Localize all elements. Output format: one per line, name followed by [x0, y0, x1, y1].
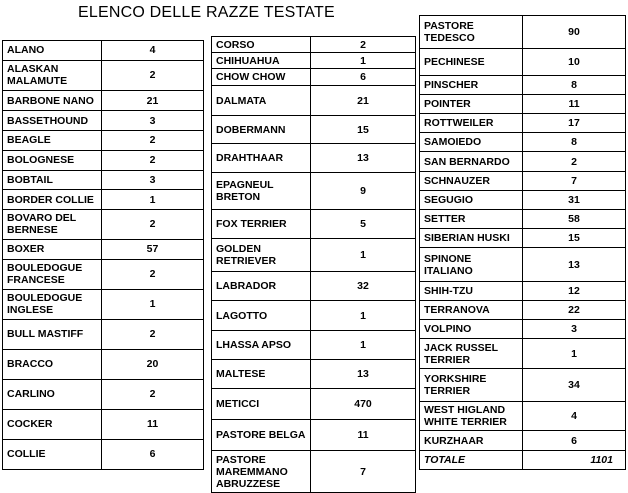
page-title: ELENCO DELLE RAZZE TESTATE	[78, 4, 335, 21]
breed-name: SAMOIEDO	[420, 133, 523, 152]
table-row	[3, 259, 204, 289]
breed-name: METICCI	[212, 389, 311, 420]
total-row	[420, 450, 626, 469]
breed-count: 4	[523, 402, 626, 431]
breed-count: 34	[523, 368, 626, 401]
table-row	[212, 360, 416, 389]
table-row	[3, 190, 204, 210]
breed-count: 8	[523, 75, 626, 94]
table-row	[420, 49, 626, 75]
breed-count: 1	[311, 301, 416, 331]
table-row	[420, 133, 626, 152]
table-row	[3, 60, 204, 90]
table-row	[3, 239, 204, 259]
breed-name: ROTTWEILER	[420, 114, 523, 133]
breed-count: 12	[523, 281, 626, 300]
breed-name: SAN BERNARDO	[420, 152, 523, 171]
breed-count: 2	[102, 319, 204, 349]
breed-name: YORKSHIRE TERRIER	[420, 368, 523, 401]
breed-count: 8	[523, 133, 626, 152]
table-row	[3, 209, 204, 239]
table-row	[3, 319, 204, 349]
table-row	[420, 248, 626, 281]
table-row	[212, 331, 416, 360]
breed-count: 1	[311, 239, 416, 272]
breed-name: CARLINO	[3, 379, 102, 409]
breed-count: 22	[523, 301, 626, 320]
table-row	[420, 171, 626, 190]
table-row	[212, 272, 416, 301]
breed-count: 2	[523, 152, 626, 171]
breed-name: JACK RUSSEL TERRIER	[420, 339, 523, 368]
table-row	[212, 420, 416, 451]
breed-count: 5	[311, 210, 416, 239]
breed-name: COCKER	[3, 409, 102, 439]
breed-count: 20	[102, 349, 204, 379]
table-row	[212, 210, 416, 239]
breed-name: GOLDEN RETRIEVER	[212, 239, 311, 272]
table-row	[420, 75, 626, 94]
breed-name: LAGOTTO	[212, 301, 311, 331]
breed-name: BARBONE NANO	[3, 90, 102, 111]
breed-count: 2	[102, 131, 204, 151]
breed-name: TERRANOVA	[420, 301, 523, 320]
breed-name: LHASSA APSO	[212, 331, 311, 360]
table-row	[420, 301, 626, 320]
breed-count: 17	[523, 114, 626, 133]
breed-name: BOVARO DEL BERNESE	[3, 209, 102, 239]
breed-name: DRAHTHAAR	[212, 144, 311, 173]
breed-count: 2	[102, 209, 204, 239]
breed-table-2	[211, 36, 416, 493]
breed-name: BOULEDOGUE INGLESE	[3, 289, 102, 319]
breed-name: SHIH-TZU	[420, 281, 523, 300]
breed-name: CORSO	[212, 37, 311, 53]
breed-name: FOX TERRIER	[212, 210, 311, 239]
breed-name: CHIHUAHUA	[212, 53, 311, 69]
total-label: TOTALE	[420, 450, 523, 469]
breed-name: EPAGNEUL BRETON	[212, 173, 311, 210]
table-row	[420, 152, 626, 171]
breed-count: 11	[523, 94, 626, 113]
breed-count: 1	[102, 190, 204, 210]
breed-name: ALANO	[3, 41, 102, 61]
breed-name: MALTESE	[212, 360, 311, 389]
table-row	[420, 16, 626, 49]
table-row	[420, 431, 626, 450]
breed-name: BOLOGNESE	[3, 150, 102, 170]
breed-count: 13	[311, 360, 416, 389]
breed-name: PECHINESE	[420, 49, 523, 75]
breed-count: 3	[102, 111, 204, 131]
breed-name: BOBTAIL	[3, 170, 102, 190]
breed-name: PASTORE MAREMMANO ABRUZZESE	[212, 451, 311, 493]
table-row	[212, 451, 416, 493]
breed-name: ALASKAN MALAMUTE	[3, 60, 102, 90]
table-row	[3, 170, 204, 190]
breed-count: 21	[311, 86, 416, 116]
breed-count: 1	[102, 289, 204, 319]
breed-count: 15	[523, 229, 626, 248]
table-row	[420, 320, 626, 339]
breed-name: PINSCHER	[420, 75, 523, 94]
breed-name: KURZHAAR	[420, 431, 523, 450]
breed-count: 6	[523, 431, 626, 450]
table-row	[3, 90, 204, 111]
breed-count: 6	[102, 439, 204, 469]
breed-name: SIBERIAN HUSKI	[420, 229, 523, 248]
table-row	[212, 37, 416, 53]
breed-count: 3	[102, 170, 204, 190]
breed-count: 2	[102, 379, 204, 409]
table-row	[212, 69, 416, 86]
breed-count: 9	[311, 173, 416, 210]
table-row	[420, 281, 626, 300]
breed-count: 11	[311, 420, 416, 451]
breed-name: BEAGLE	[3, 131, 102, 151]
breed-name: COLLIE	[3, 439, 102, 469]
total-count: 1101	[523, 450, 626, 469]
table-row	[3, 349, 204, 379]
breed-count: 7	[523, 171, 626, 190]
table-row	[3, 150, 204, 170]
breed-count: 11	[102, 409, 204, 439]
table-row	[420, 94, 626, 113]
breed-name: BRACCO	[3, 349, 102, 379]
breed-count: 2	[311, 37, 416, 53]
breed-count: 1	[523, 339, 626, 368]
breed-name: BOXER	[3, 239, 102, 259]
table-row	[3, 111, 204, 131]
table-row	[3, 439, 204, 469]
breed-table-3	[419, 15, 626, 470]
table-row	[3, 131, 204, 151]
breed-name: PASTORE TEDESCO	[420, 16, 523, 49]
table-row	[212, 86, 416, 116]
breed-count: 58	[523, 210, 626, 229]
breed-name: VOLPINO	[420, 320, 523, 339]
breed-count: 2	[102, 150, 204, 170]
breed-count: 1	[311, 331, 416, 360]
table-row	[212, 301, 416, 331]
breed-name: SEGUGIO	[420, 190, 523, 209]
breed-name: BULL MASTIFF	[3, 319, 102, 349]
table-row	[212, 116, 416, 144]
breed-count: 90	[523, 16, 626, 49]
breed-count: 7	[311, 451, 416, 493]
breed-count: 31	[523, 190, 626, 209]
table-row	[212, 53, 416, 69]
breed-name: PASTORE BELGA	[212, 420, 311, 451]
breed-count: 1	[311, 53, 416, 69]
breed-name: SPINONE ITALIANO	[420, 248, 523, 281]
table-row	[212, 239, 416, 272]
breed-table-1	[2, 40, 204, 470]
table-row	[420, 402, 626, 431]
breed-count: 470	[311, 389, 416, 420]
table-row	[420, 210, 626, 229]
breed-count: 32	[311, 272, 416, 301]
breed-count: 13	[311, 144, 416, 173]
breed-name: WEST HIGLAND WHITE TERRIER	[420, 402, 523, 431]
table-row	[3, 41, 204, 61]
table-row	[212, 144, 416, 173]
breed-name: BORDER COLLIE	[3, 190, 102, 210]
breed-name: LABRADOR	[212, 272, 311, 301]
breed-count: 57	[102, 239, 204, 259]
breed-name: CHOW CHOW	[212, 69, 311, 86]
breed-count: 2	[102, 259, 204, 289]
breed-count: 21	[102, 90, 204, 111]
breed-count: 2	[102, 60, 204, 90]
table-row	[420, 114, 626, 133]
table-row	[420, 190, 626, 209]
breed-name: POINTER	[420, 94, 523, 113]
table-row	[420, 368, 626, 401]
breed-name: BASSETHOUND	[3, 111, 102, 131]
breed-name: SETTER	[420, 210, 523, 229]
table-row	[3, 409, 204, 439]
table-row	[3, 379, 204, 409]
breed-count: 4	[102, 41, 204, 61]
breed-name: SCHNAUZER	[420, 171, 523, 190]
table-row	[212, 389, 416, 420]
breed-count: 13	[523, 248, 626, 281]
table-row	[420, 229, 626, 248]
breed-name: DALMATA	[212, 86, 311, 116]
table-row	[420, 339, 626, 368]
breed-name: DOBERMANN	[212, 116, 311, 144]
breed-count: 15	[311, 116, 416, 144]
breed-count: 3	[523, 320, 626, 339]
table-row	[3, 289, 204, 319]
breed-count: 6	[311, 69, 416, 86]
breed-count: 10	[523, 49, 626, 75]
breed-name: BOULEDOGUE FRANCESE	[3, 259, 102, 289]
table-row	[212, 173, 416, 210]
